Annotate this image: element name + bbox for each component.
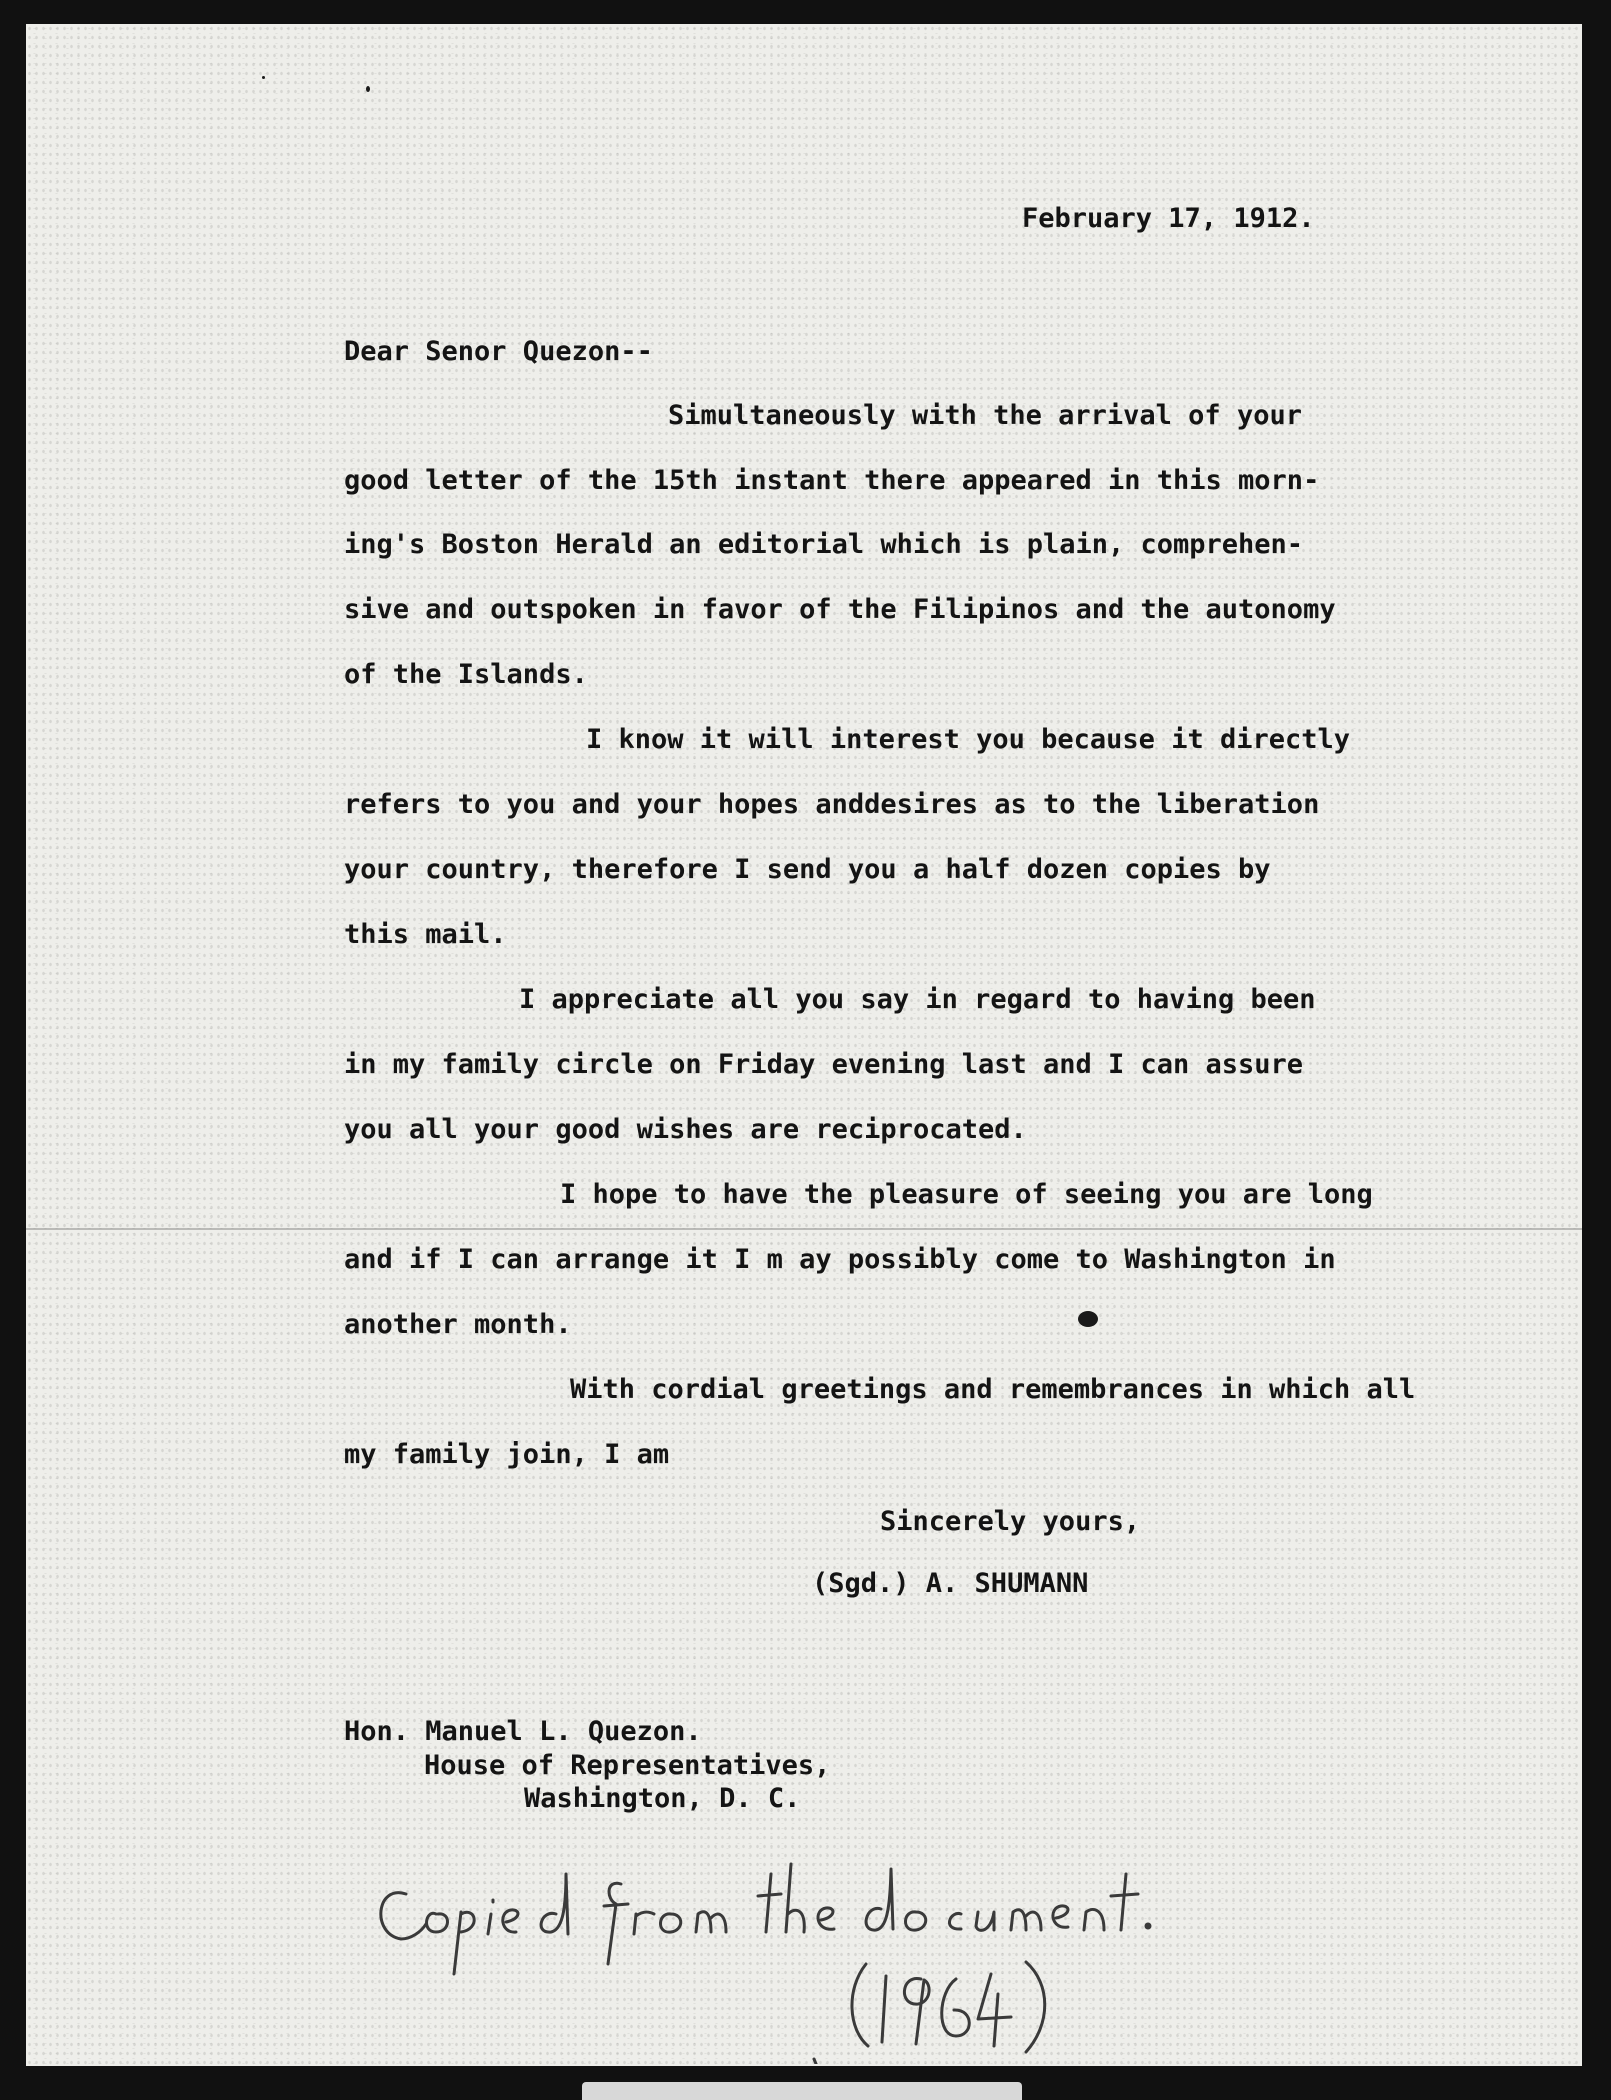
body-line: refers to you and your hopes anddesires as to the liberation [344, 789, 1320, 820]
handwritten-note [366, 1814, 1266, 2064]
ink-speck [262, 76, 265, 79]
ink-speck [366, 86, 370, 92]
scan-bottom-tab [582, 2082, 1022, 2100]
closing: Sincerely yours, [880, 1506, 1141, 1537]
body-line: Simultaneously with the arrival of your [668, 400, 1302, 431]
addressee-office: House of Representatives, [424, 1750, 831, 1781]
body-line: sive and outspoken in favor of the Filipinos and the autonomy [344, 594, 1336, 625]
letter-date: February 17, 1912. [1022, 203, 1315, 234]
ink-blot [1078, 1311, 1098, 1327]
body-line: in my family circle on Friday evening last and I can assure [344, 1049, 1304, 1080]
body-line: ing's Boston Herald an editorial which is plain, comprehen- [344, 529, 1304, 560]
body-line: I know it will interest you because it directly [586, 724, 1351, 755]
body-line: your country, therefore I send you a half dozen copies by [344, 854, 1271, 885]
addressee-city: Washington, D. C. [524, 1783, 801, 1814]
body-line: another month. [344, 1309, 572, 1340]
body-line: and if I can arrange it I m ay possibly come to Washington in [344, 1244, 1336, 1275]
body-line: good letter of the 15th instant there appeared in this morn- [344, 465, 1320, 496]
body-line: this mail. [344, 919, 507, 950]
page-fold-line [26, 1228, 1582, 1230]
body-line: I appreciate all you say in regard to having been [519, 984, 1316, 1015]
body-line: I hope to have the pleasure of seeing you are long [560, 1179, 1373, 1210]
body-line: With cordial greetings and remembrances in which all [570, 1374, 1416, 1405]
salutation: Dear Senor Quezon-- [344, 336, 653, 367]
body-line: you all your good wishes are reciprocated. [344, 1114, 1027, 1145]
letter-page [26, 24, 1582, 2066]
signature: (Sgd.) A. SHUMANN [812, 1568, 1089, 1599]
addressee-name: Hon. Manuel L. Quezon. [344, 1716, 702, 1747]
body-line: of the Islands. [344, 659, 588, 690]
body-line: my family join, I am [344, 1439, 670, 1470]
